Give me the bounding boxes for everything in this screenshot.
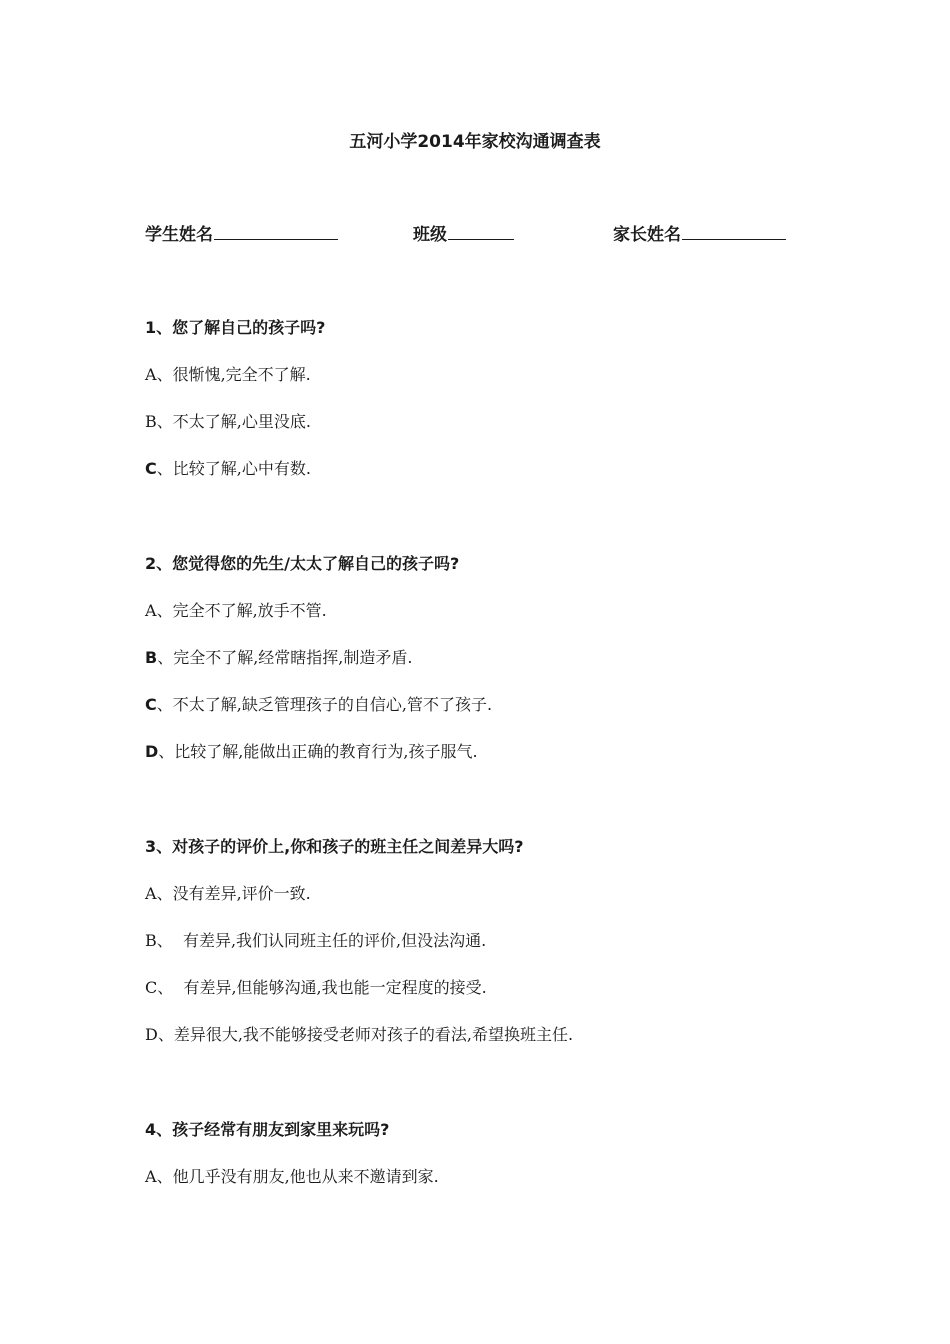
option-letter: B — [145, 648, 158, 667]
question-4-option-a[interactable] — [145, 1164, 439, 1187]
class-blank[interactable] — [448, 221, 514, 240]
option-text: 比较了解,能做出正确的教育行为,孩子服气. — [174, 742, 478, 761]
question-3-option-c[interactable] — [145, 975, 487, 998]
option-separator: 、 — [156, 884, 173, 903]
option-separator: 、 — [157, 648, 174, 667]
option-letter: C — [145, 459, 157, 478]
option-separator: 、 — [157, 978, 174, 997]
student-name-field[interactable] — [145, 220, 338, 245]
option-letter: B — [145, 931, 157, 950]
page-title: 五河小学2014年家校沟通调查表 — [349, 132, 601, 152]
question-3-option-a[interactable] — [145, 881, 311, 904]
option-separator: 、 — [156, 601, 173, 620]
question-4: 4、孩子经常有朋友到家里来玩吗? — [145, 1120, 390, 1139]
option-text: 有差异,但能够沟通,我也能一定程度的接受. — [173, 978, 487, 997]
student-name-label: 学生姓名 — [145, 225, 213, 245]
option-separator: 、 — [156, 365, 173, 384]
parent-name-label: 家长姓名 — [613, 225, 681, 245]
option-letter: A — [145, 884, 157, 903]
option-separator: 、 — [156, 931, 173, 950]
question-3: 3、对孩子的评价上,你和孩子的班主任之间差异大吗? — [145, 837, 524, 856]
option-letter: D — [145, 1025, 158, 1044]
question-3-option-d[interactable] — [145, 1022, 573, 1045]
question-2-option-b[interactable] — [145, 645, 412, 668]
option-separator: 、 — [156, 412, 173, 431]
question-2: 2、您觉得您的先生/太太了解自己的孩子吗? — [145, 554, 460, 573]
option-text: 没有差异,评价一致. — [172, 884, 311, 903]
option-letter: A — [145, 1167, 157, 1186]
info-fields — [145, 220, 825, 246]
option-text: 不太了解,心里没底. — [172, 412, 311, 431]
question-1-option-a[interactable] — [145, 362, 311, 385]
question-1-option-c[interactable] — [145, 456, 311, 479]
question-1-option-b[interactable] — [145, 409, 311, 432]
option-text: 完全不了解,经常瞎指挥,制造矛盾. — [173, 648, 413, 667]
question-2-option-c[interactable] — [145, 692, 492, 715]
option-separator: 、 — [156, 1167, 173, 1186]
option-text: 差异很大,我不能够接受老师对孩子的看法,希望换班主任. — [173, 1025, 574, 1044]
option-text: 很惭愧,完全不了解. — [172, 365, 311, 384]
option-letter: A — [145, 365, 157, 384]
option-text: 完全不了解,放手不管. — [172, 601, 327, 620]
parent-name-field[interactable] — [613, 220, 786, 245]
option-separator: 、 — [156, 459, 173, 478]
parent-name-blank[interactable] — [682, 221, 786, 240]
option-letter: B — [145, 412, 157, 431]
option-text: 他几乎没有朋友,他也从来不邀请到家. — [172, 1167, 439, 1186]
question-1: 1、您了解自己的孩子吗? — [145, 318, 326, 337]
option-separator: 、 — [158, 742, 175, 761]
class-label: 班级 — [413, 225, 447, 245]
question-2-option-a[interactable] — [145, 598, 327, 621]
student-name-blank[interactable] — [214, 221, 338, 240]
question-2-option-d[interactable] — [145, 739, 478, 762]
option-letter: C — [145, 978, 158, 997]
option-letter: A — [145, 601, 157, 620]
option-text: 比较了解,心中有数. — [172, 459, 311, 478]
option-text: 有差异,我们认同班主任的评价,但没法沟通. — [172, 931, 487, 950]
option-text: 不太了解,缺乏管理孩子的自信心,管不了孩子. — [172, 695, 493, 714]
class-field[interactable] — [413, 220, 514, 245]
option-letter: D — [145, 742, 159, 761]
question-3-option-b[interactable] — [145, 928, 486, 951]
option-separator: 、 — [157, 1025, 174, 1044]
option-letter: C — [145, 695, 157, 714]
option-separator: 、 — [156, 695, 173, 714]
